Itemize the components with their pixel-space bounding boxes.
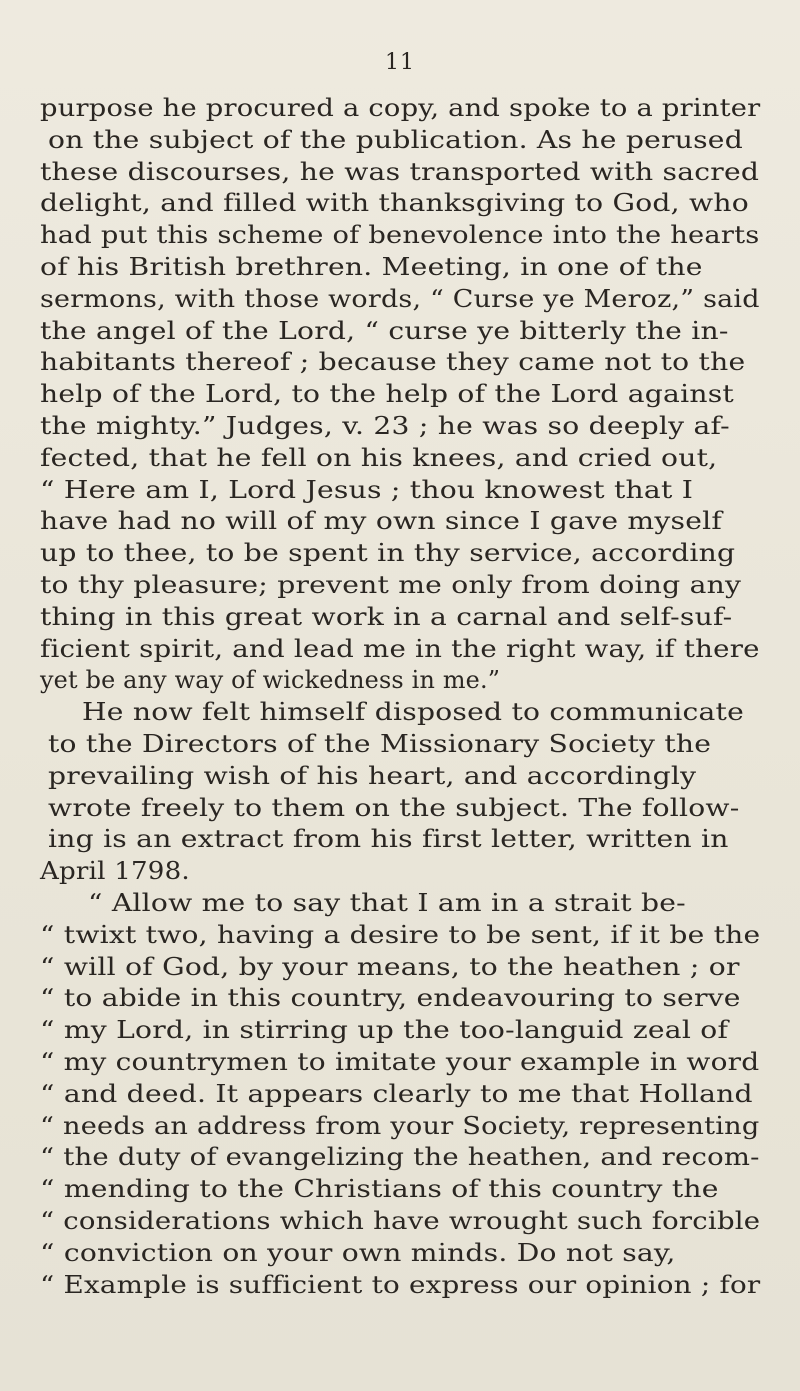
text-line: “ will of God, by your means, to the heathen ; or [40, 951, 740, 981]
text-line: thing in this great work in a carnal and self-suf- [40, 601, 733, 631]
text-line: the mighty.” Judges, v. 23 ; he was so deeply af- [40, 411, 730, 440]
text-line: “ conviction on your own minds. Do not say, [40, 1237, 676, 1267]
text-line: wrote freely to them on the subject. The follow- [48, 792, 740, 822]
text-line: “ and deed. It appears clearly to me that Holland [40, 1078, 753, 1108]
text-line: fected, that he fell on his knees, and cried out, [40, 442, 718, 472]
text-line: “ my countrymen to imitate your example in word [40, 1047, 760, 1076]
text-line: to the Directors of the Missionary Society the [48, 729, 712, 758]
text-line: have had no will of my own since I gave myself [40, 506, 723, 536]
text-line: yet be any way of wickedness in me.” [40, 665, 501, 695]
text-line: of his British brethren. Meeting, in one of the [40, 252, 703, 281]
text-line: “ my Lord, in stirring up the too-languid zeal of [40, 1015, 729, 1045]
text-line: ing is an extract from his first letter, written in [48, 824, 729, 854]
text-line: ficient spirit, and lead me in the right way, if there [40, 633, 760, 663]
text-line: to thy pleasure; prevent me only from doing any [40, 570, 742, 599]
text-line: “ to abide in this country, endeavouring to serve [40, 983, 741, 1013]
text-line: had put this scheme of benevolence into the hearts [40, 220, 760, 250]
text-line: help of the Lord, to the help of the Lord against [40, 379, 734, 409]
text-line: “ twixt two, having a desire to be sent, if it be the [40, 919, 761, 949]
text-line: “ Example is sufficient to express our opinion ; for [40, 1269, 761, 1299]
text-line: “ considerations which have wrought such forcible [40, 1206, 761, 1235]
text-line: up to thee, to be spent in thy service, according [40, 538, 736, 568]
text-line: “ the duty of evangelizing the heathen, and recom- [40, 1142, 760, 1172]
text-line: “ needs an address from your Society, representing [40, 1110, 760, 1140]
text-line: prevailing wish of his heart, and accordingly [48, 760, 697, 790]
text-line: “ mending to the Christians of this country the [40, 1174, 719, 1204]
page-number: 11 [385, 50, 415, 75]
text-line: sermons, with those words, “ Curse ye Meroz,” said [40, 283, 760, 313]
text-line: on the subject of the publication. As he perused [48, 124, 743, 154]
text-line: delight, and filled with thanksgiving to God, who [40, 188, 749, 218]
text-line: He now felt himself disposed to communicate [82, 697, 745, 727]
text-line: the angel of the Lord, “ curse ye bitterly the in- [40, 315, 729, 345]
text-line: habitants thereof ; because they came not to the [40, 347, 746, 377]
text-line: “ Allow me to say that I am in a strait be- [88, 888, 686, 917]
text-line: these discourses, he was transported with sacred [40, 156, 760, 186]
text-line: April 1798. [40, 856, 190, 886]
text-line: “ Here am I, Lord Jesus ; thou knowest that I [40, 474, 694, 504]
text-line: purpose he procured a copy, and spoke to a printer [40, 93, 761, 122]
